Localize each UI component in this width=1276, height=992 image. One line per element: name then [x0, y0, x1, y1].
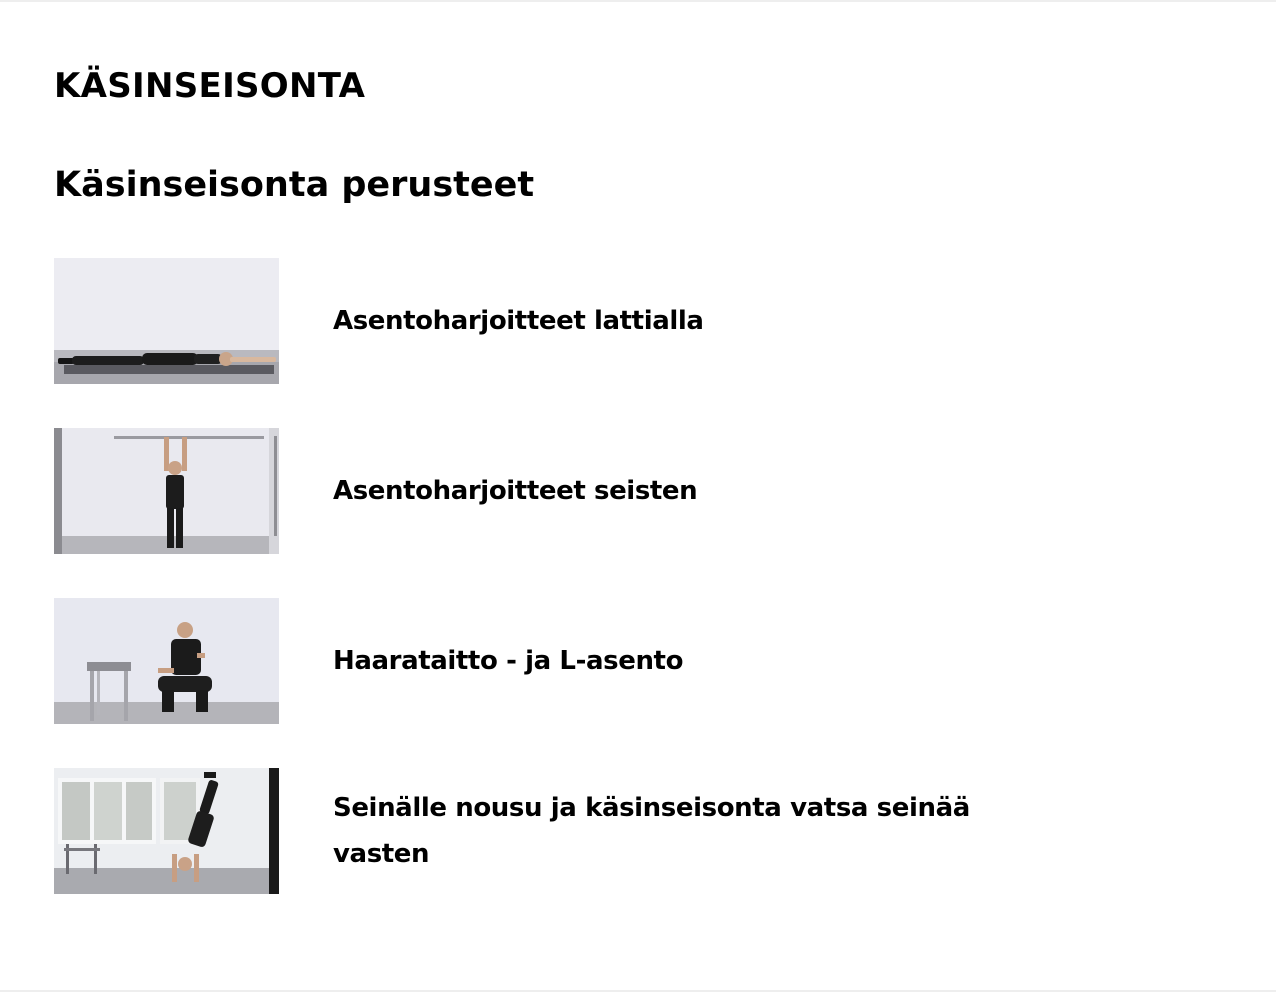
video-thumbnail[interactable] [54, 598, 279, 724]
video-thumbnail[interactable] [54, 428, 279, 554]
lesson-title[interactable] [333, 428, 1033, 554]
video-thumbnail[interactable] [54, 768, 279, 894]
handstand-at-wall-image [54, 768, 279, 894]
lesson-title-text[interactable]: Seinälle nousu ja käsinseisonta vatsa seinää vasten [333, 793, 970, 869]
lesson-list [54, 258, 1224, 894]
lesson-title-text[interactable]: Haarataitto - ja L-asento [333, 646, 684, 676]
standing-with-bar-image [54, 428, 279, 554]
lesson-item[interactable] [54, 428, 1224, 554]
lesson-title[interactable] [333, 768, 1033, 894]
lesson-title-text[interactable]: Asentoharjoitteet seisten [333, 476, 698, 506]
lesson-item[interactable] [54, 258, 1224, 384]
section-title: Käsinseisonta perusteet [54, 165, 535, 205]
lesson-title[interactable] [333, 258, 1033, 384]
lesson-item[interactable] [54, 598, 1224, 724]
lesson-item[interactable] [54, 768, 1224, 894]
video-thumbnail[interactable] [54, 258, 279, 384]
lying-on-floor-image [54, 258, 279, 384]
top-divider [0, 0, 1276, 2]
page-title: KÄSINSEISONTA [54, 66, 366, 106]
squat-by-box-image [54, 598, 279, 724]
lesson-title[interactable] [333, 598, 1033, 724]
lesson-title-text[interactable]: Asentoharjoitteet lattialla [333, 306, 704, 336]
